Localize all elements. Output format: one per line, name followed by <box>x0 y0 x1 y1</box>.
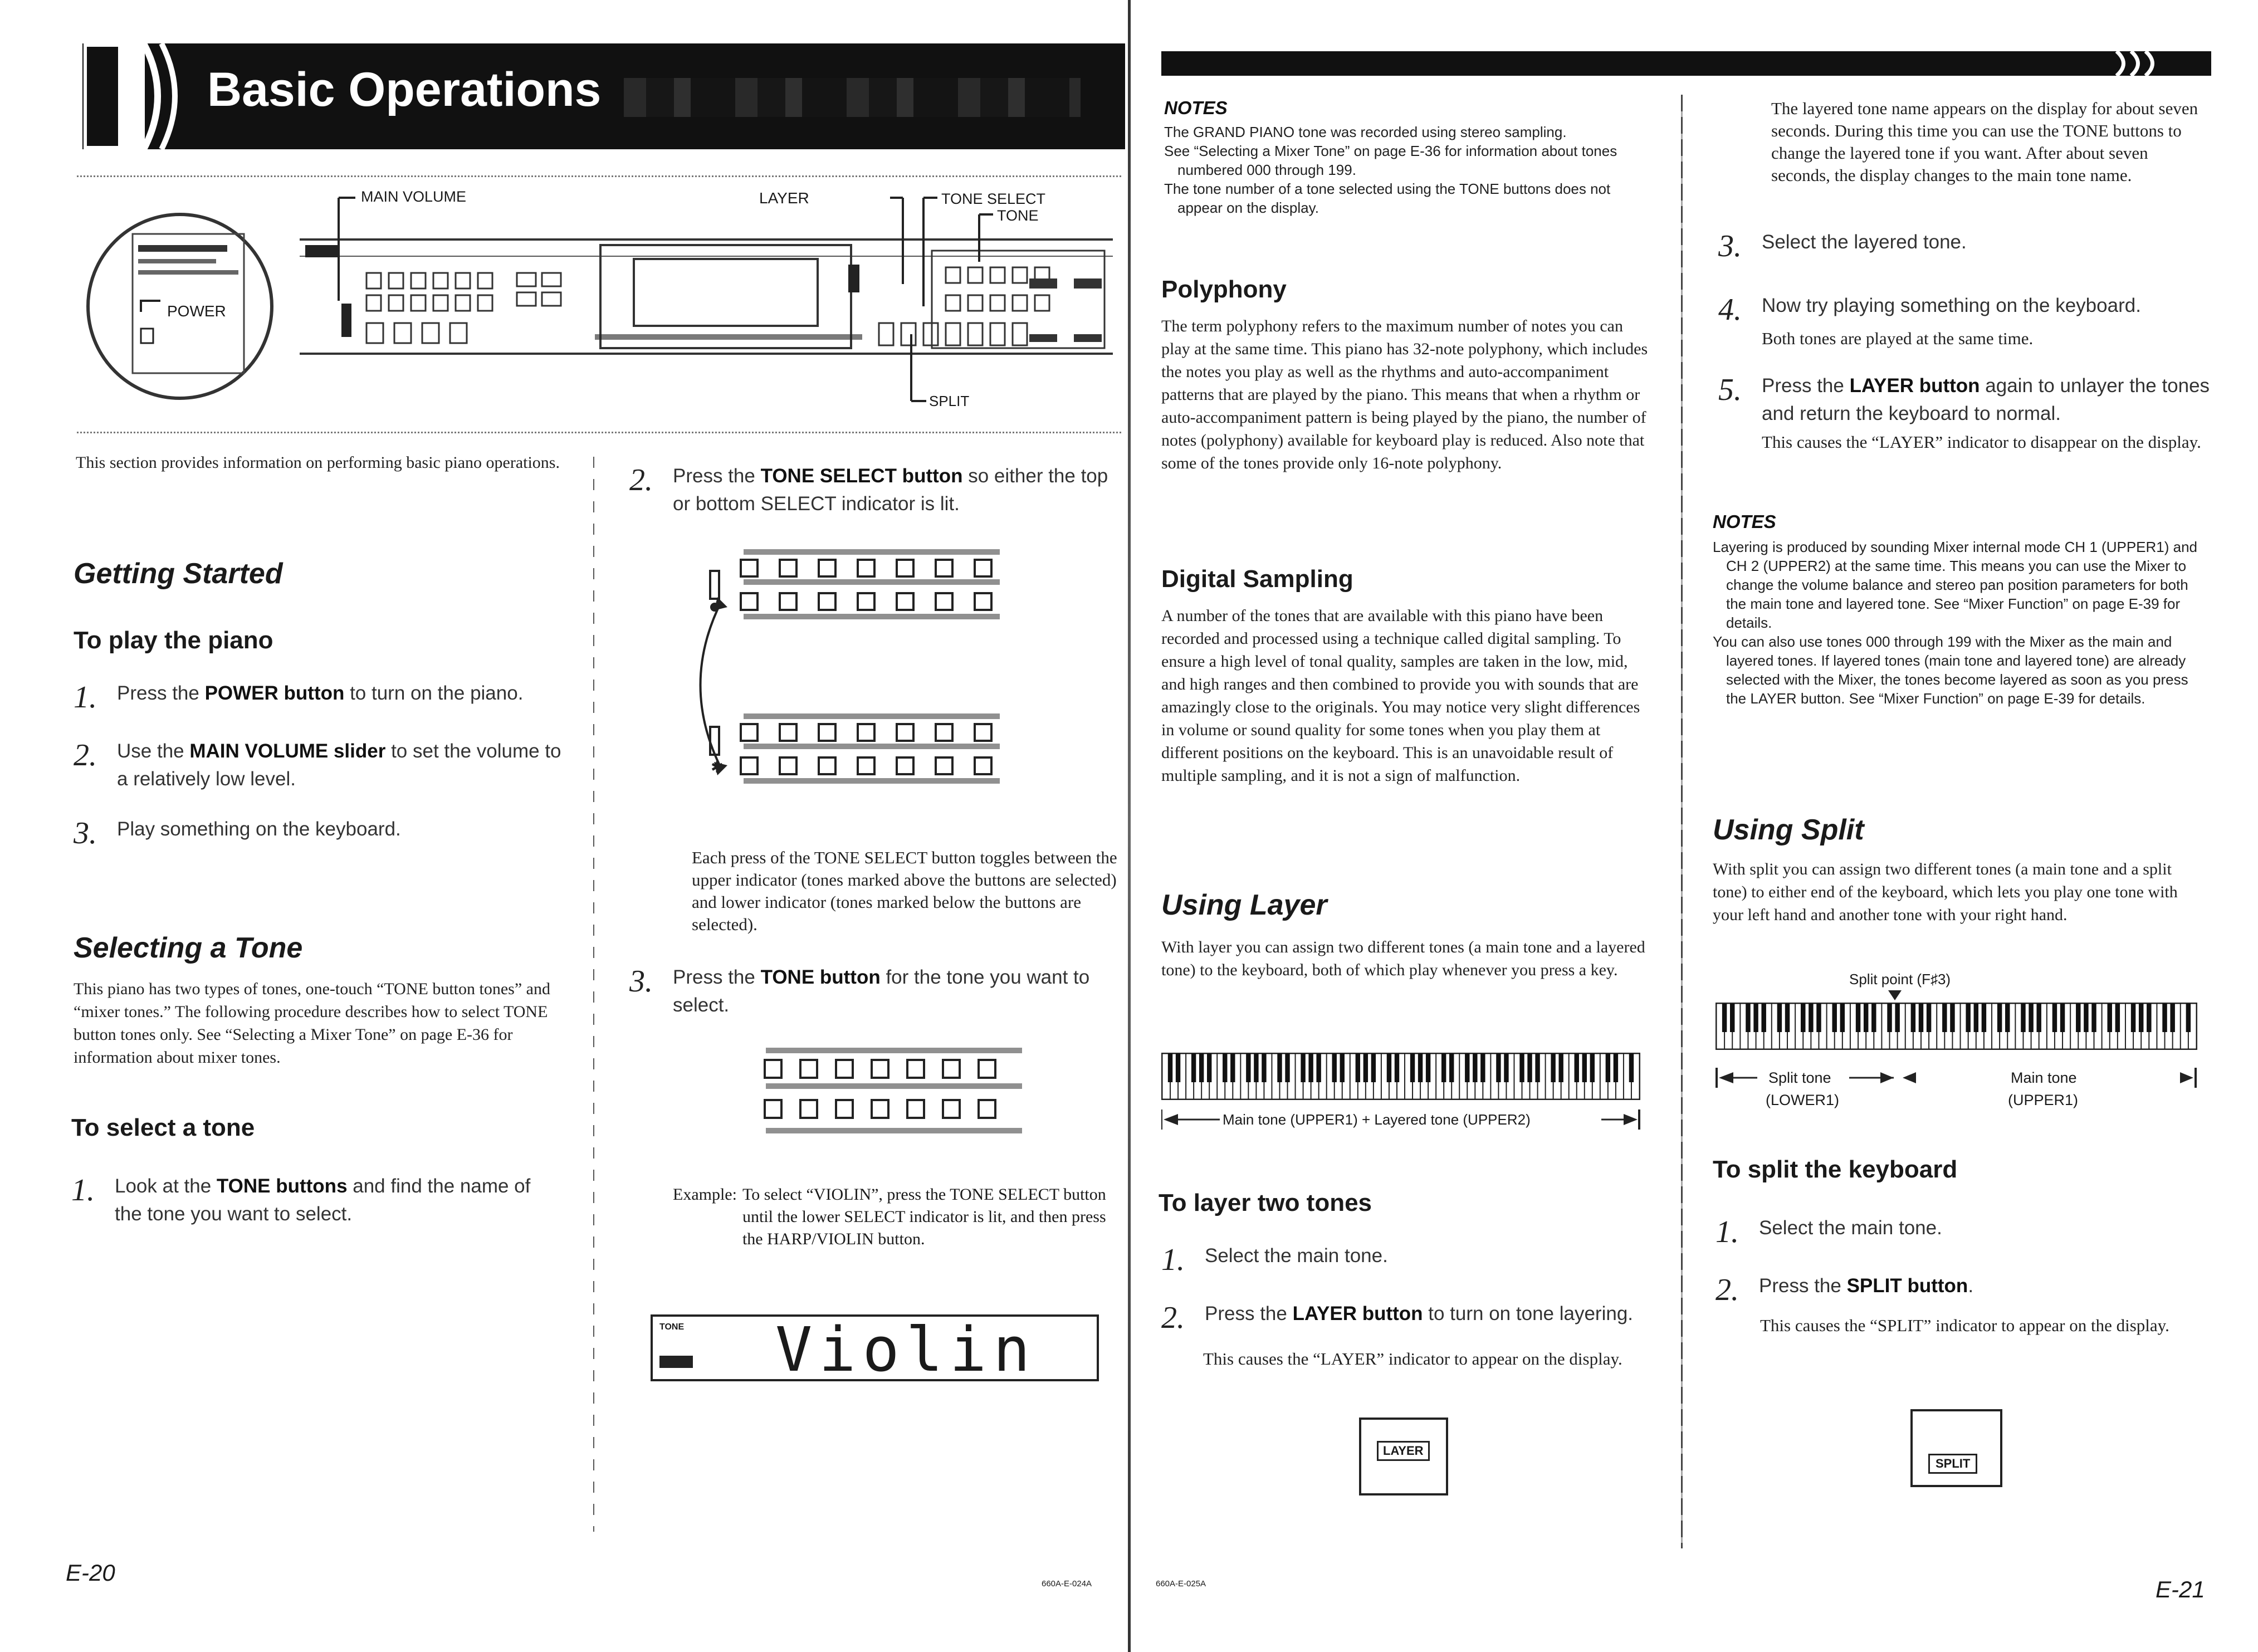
steps-right2-list <box>1718 228 2214 453</box>
step-text: Press the TONE SELECT button so either the top or bottom SELECT indicator is lit. <box>673 465 1108 515</box>
split-indicator-display <box>1910 1409 2002 1487</box>
header-arrows <box>2105 49 2211 78</box>
svg-text:✱: ✱ <box>711 759 724 776</box>
polyphony-body: The term polyphony refers to the maximum number of notes you can play at the same time. This piano has 32-note polyphony, which includes the notes you play as well as the rhythms and auto-accompaniment patterns that are played by the piano. This means that when a rhythm or auto-accompaniment pattern is being played by the piano, the number of notes (polyphony) available for keyboard play is reduced. Also note that some of the tones provide only 16-note polyphony. <box>1161 317 1648 472</box>
page-title: Basic Operations <box>207 63 602 116</box>
step-item <box>1716 1214 2211 1250</box>
step-item <box>74 815 564 851</box>
intro-text: This section provides information on performing basic piano operations. <box>76 453 560 472</box>
section-selecting-tone: Selecting a Tone <box>74 932 303 964</box>
step-item <box>74 680 564 715</box>
note-item: Layering is produced by sounding Mixer internal mode CH 1 (UPPER1) and CH 2 (UPPER2) at the same time. This means you can use the Mixer to change the volume balance and stereo pan position parameters for both the main tone and layered tone. See “Mixer Function” on page E-39 for details. <box>1713 539 2197 631</box>
header-bar-right <box>1161 51 2211 76</box>
step-number: 3. <box>1718 229 1742 263</box>
step-item <box>1718 228 2214 264</box>
subhead-layer-two: To layer two tones <box>1159 1189 1372 1216</box>
section-digital-sampling: Digital Sampling <box>1161 565 1353 593</box>
note-item: You can also use tones 000 through 199 with the Mixer as the main and layered tones. If layered tones (main tone and layered tone) are already selected with the Mixer, the tones become layered as soon as you press the LAYER button. See “Mixer Function” on page E-39 for details. <box>1713 633 2188 707</box>
example-label: Example: <box>673 1185 737 1204</box>
label-split: SPLIT <box>929 393 970 409</box>
split-tone-sub: (LOWER1) <box>1766 1092 1840 1108</box>
step-item <box>74 737 564 793</box>
example-block <box>673 1184 1118 1250</box>
split-point-marker <box>1888 990 1902 1001</box>
label-tone: TONE <box>997 207 1039 224</box>
steps-split-list <box>1716 1214 2211 1308</box>
step-text: Use the MAIN VOLUME slider to set the volume to a relatively low level. <box>117 740 561 790</box>
example-text: To select “VIOLIN”, press the TONE SELECT button until the lower SELECT indicator is lit, and then press the HARP/VIOLIN button. <box>742 1185 1106 1248</box>
split-indicator: SPLIT <box>1928 1454 1977 1474</box>
split-keyboard <box>1716 1003 2197 1050</box>
label-tone-select: TONE SELECT <box>941 190 1046 207</box>
step-number: 5. <box>1718 373 1742 407</box>
step-number: 2. <box>1716 1273 1739 1307</box>
step-number: 1. <box>74 680 97 715</box>
step-number: 2. <box>74 738 97 773</box>
step-text: Press the LAYER button again to unlayer the tones and return the keyboard to normal. <box>1762 375 2210 424</box>
step-item <box>1716 1272 2211 1308</box>
step-text: Press the SPLIT button. <box>1759 1275 1974 1297</box>
subhead-split-keyboard: To split the keyboard <box>1713 1156 1958 1183</box>
subhead-play-piano: To play the piano <box>74 627 273 654</box>
step-text: Select the layered tone. <box>1762 231 1967 253</box>
tone-buttons-diagram <box>760 1044 1028 1145</box>
step-number: 1. <box>71 1173 95 1208</box>
bullet-layered-name: The layered tone name appears on the display for about seven seconds. During this time you can use the TONE buttons to change the layered tone if you want. After about seven seconds, the display changes to the main tone name. <box>1771 99 2198 185</box>
display-tag: TONE <box>659 1322 685 1332</box>
section-getting-started: Getting Started <box>74 558 283 590</box>
step-number: 4. <box>1718 292 1742 327</box>
code-left: 660A-E-024A <box>1042 1579 1092 1589</box>
step-text: Look at the TONE buttons and find the name of the tone you want to select. <box>115 1175 531 1225</box>
panel-diagram <box>77 167 1124 440</box>
notes-list <box>1164 123 1654 217</box>
step-item <box>71 1172 561 1228</box>
display-text: Violin <box>775 1314 1037 1385</box>
split-tone-label: Split tone <box>1768 1069 1831 1086</box>
column-divider <box>1681 95 1683 1548</box>
step-number: 3. <box>629 964 653 999</box>
notes-title: NOTES <box>1164 97 1228 118</box>
step-number: 3. <box>74 816 97 851</box>
section-using-layer: Using Layer <box>1161 889 1327 921</box>
step-text: Press the POWER button to turn on the piano. <box>117 682 524 704</box>
note-item: The GRAND PIANO tone was recorded using stereo sampling. <box>1164 124 1567 140</box>
label-power: POWER <box>167 302 226 320</box>
bullet-split: This causes the “SPLIT” indicator to appear on the display. <box>1760 1316 2169 1335</box>
step-text: Play something on the keyboard. <box>117 818 401 840</box>
page-number-right: E-21 <box>2156 1576 2205 1602</box>
step-text: Select the main tone. <box>1759 1217 1942 1239</box>
notes-list <box>1713 537 2208 708</box>
column-divider <box>593 457 594 1532</box>
step-number: 2. <box>1161 1301 1185 1335</box>
steps-layer-list <box>1161 1242 1657 1336</box>
step-item <box>629 964 1125 1019</box>
step-item <box>629 462 1125 518</box>
header-emblem <box>78 39 189 153</box>
digital-sampling-body: A number of the tones that are available with this piano have been recorded and processed using a technique called digital sampling. To ensure a high level of tonal quality, samples are taken in the low, mid, and high ranges and then combined to provide you with sounds that are amazingly close to the originals. You may notice very slight differences in volume or sound quality for some tones when you play them at different positions on the keyboard. This is an unavoidable result of multiple sampling, and it is not a sign of malfunction. <box>1161 607 1640 785</box>
step-number: 2. <box>629 463 653 497</box>
note-item: The tone number of a tone selected using the TONE buttons does not appear on the display. <box>1164 180 1611 216</box>
label-main-volume: MAIN VOLUME <box>361 188 467 205</box>
main-tone-label: Main tone <box>2011 1069 2077 1086</box>
split-point-label: Split point (F♯3) <box>1849 971 1951 988</box>
bullet-layer: This causes the “LAYER” indicator to appear on the display. <box>1203 1349 1622 1368</box>
step-text: Press the TONE button for the tone you want to select. <box>673 966 1090 1016</box>
subhead-select-tone: To select a tone <box>71 1114 255 1141</box>
step-text: Now try playing something on the keyboard. <box>1762 295 2141 316</box>
layer-body: With layer you can assign two different tones (a main tone and a layered tone) to the keyboard, both of which play whenever you press a key. <box>1161 938 1645 979</box>
step-number: 1. <box>1161 1243 1185 1277</box>
note-item: See “Selecting a Mixer Tone” on page E-36 for information about tones numbered 000 through 199. <box>1164 143 1617 178</box>
main-tone-sub: (UPPER1) <box>2008 1092 2079 1108</box>
step-text: Press the LAYER button to turn on tone layering. <box>1205 1303 1634 1324</box>
header-noise <box>624 78 1081 117</box>
layer-indicator-display <box>1359 1418 1448 1495</box>
section-polyphony: Polyphony <box>1161 276 1287 303</box>
bullet-layer-off: This causes the “LAYER” indicator to disappear on the display. <box>1762 432 2201 452</box>
bullet-toggle: Each press of the TONE SELECT button toggles between the upper indicator (tones marked above the buttons are selected) and lower indicator (tones marked below the buttons are selected). <box>692 848 1117 934</box>
step-item <box>1718 372 2214 428</box>
step-item <box>1161 1242 1657 1278</box>
section-using-split: Using Split <box>1713 814 1864 846</box>
layer-indicator: LAYER <box>1377 1441 1430 1461</box>
step-text: Select the main tone. <box>1205 1245 1388 1267</box>
page-number-left: E-20 <box>66 1560 115 1586</box>
split-body: With split you can assign two different tones (a main tone and a split tone) to either end of the keyboard, which lets you play one tone with your left hand and another tone with your right hand. <box>1713 860 2178 924</box>
code-right: 660A-E-025A <box>1156 1579 1206 1589</box>
steps-play-list <box>74 680 564 851</box>
layer-kb-caption: Main tone (UPPER1) + Layered tone (UPPER2) <box>1223 1111 1531 1128</box>
selecting-tone-body: This piano has two types of tones, one-touch “TONE button tones” and “mixer tones.” The following procedure describes how to select TONE button tones only. See “Selecting a Mixer Tone” on page E-36 for information about mixer tones. <box>74 980 550 1067</box>
layer-keyboard <box>1161 1053 1640 1100</box>
display-indicator <box>659 1356 693 1368</box>
page-fold <box>1128 0 1131 1652</box>
notes-title: NOTES <box>1713 511 1776 532</box>
display-violin <box>651 1314 1099 1385</box>
bullet-both-tones: Both tones are played at the same time. <box>1762 329 2034 348</box>
step-item <box>1718 292 2214 328</box>
step-number: 1. <box>1716 1215 1739 1249</box>
step-item <box>1161 1300 1657 1336</box>
label-layer: LAYER <box>759 189 809 207</box>
tone-select-diagram <box>691 546 1025 858</box>
